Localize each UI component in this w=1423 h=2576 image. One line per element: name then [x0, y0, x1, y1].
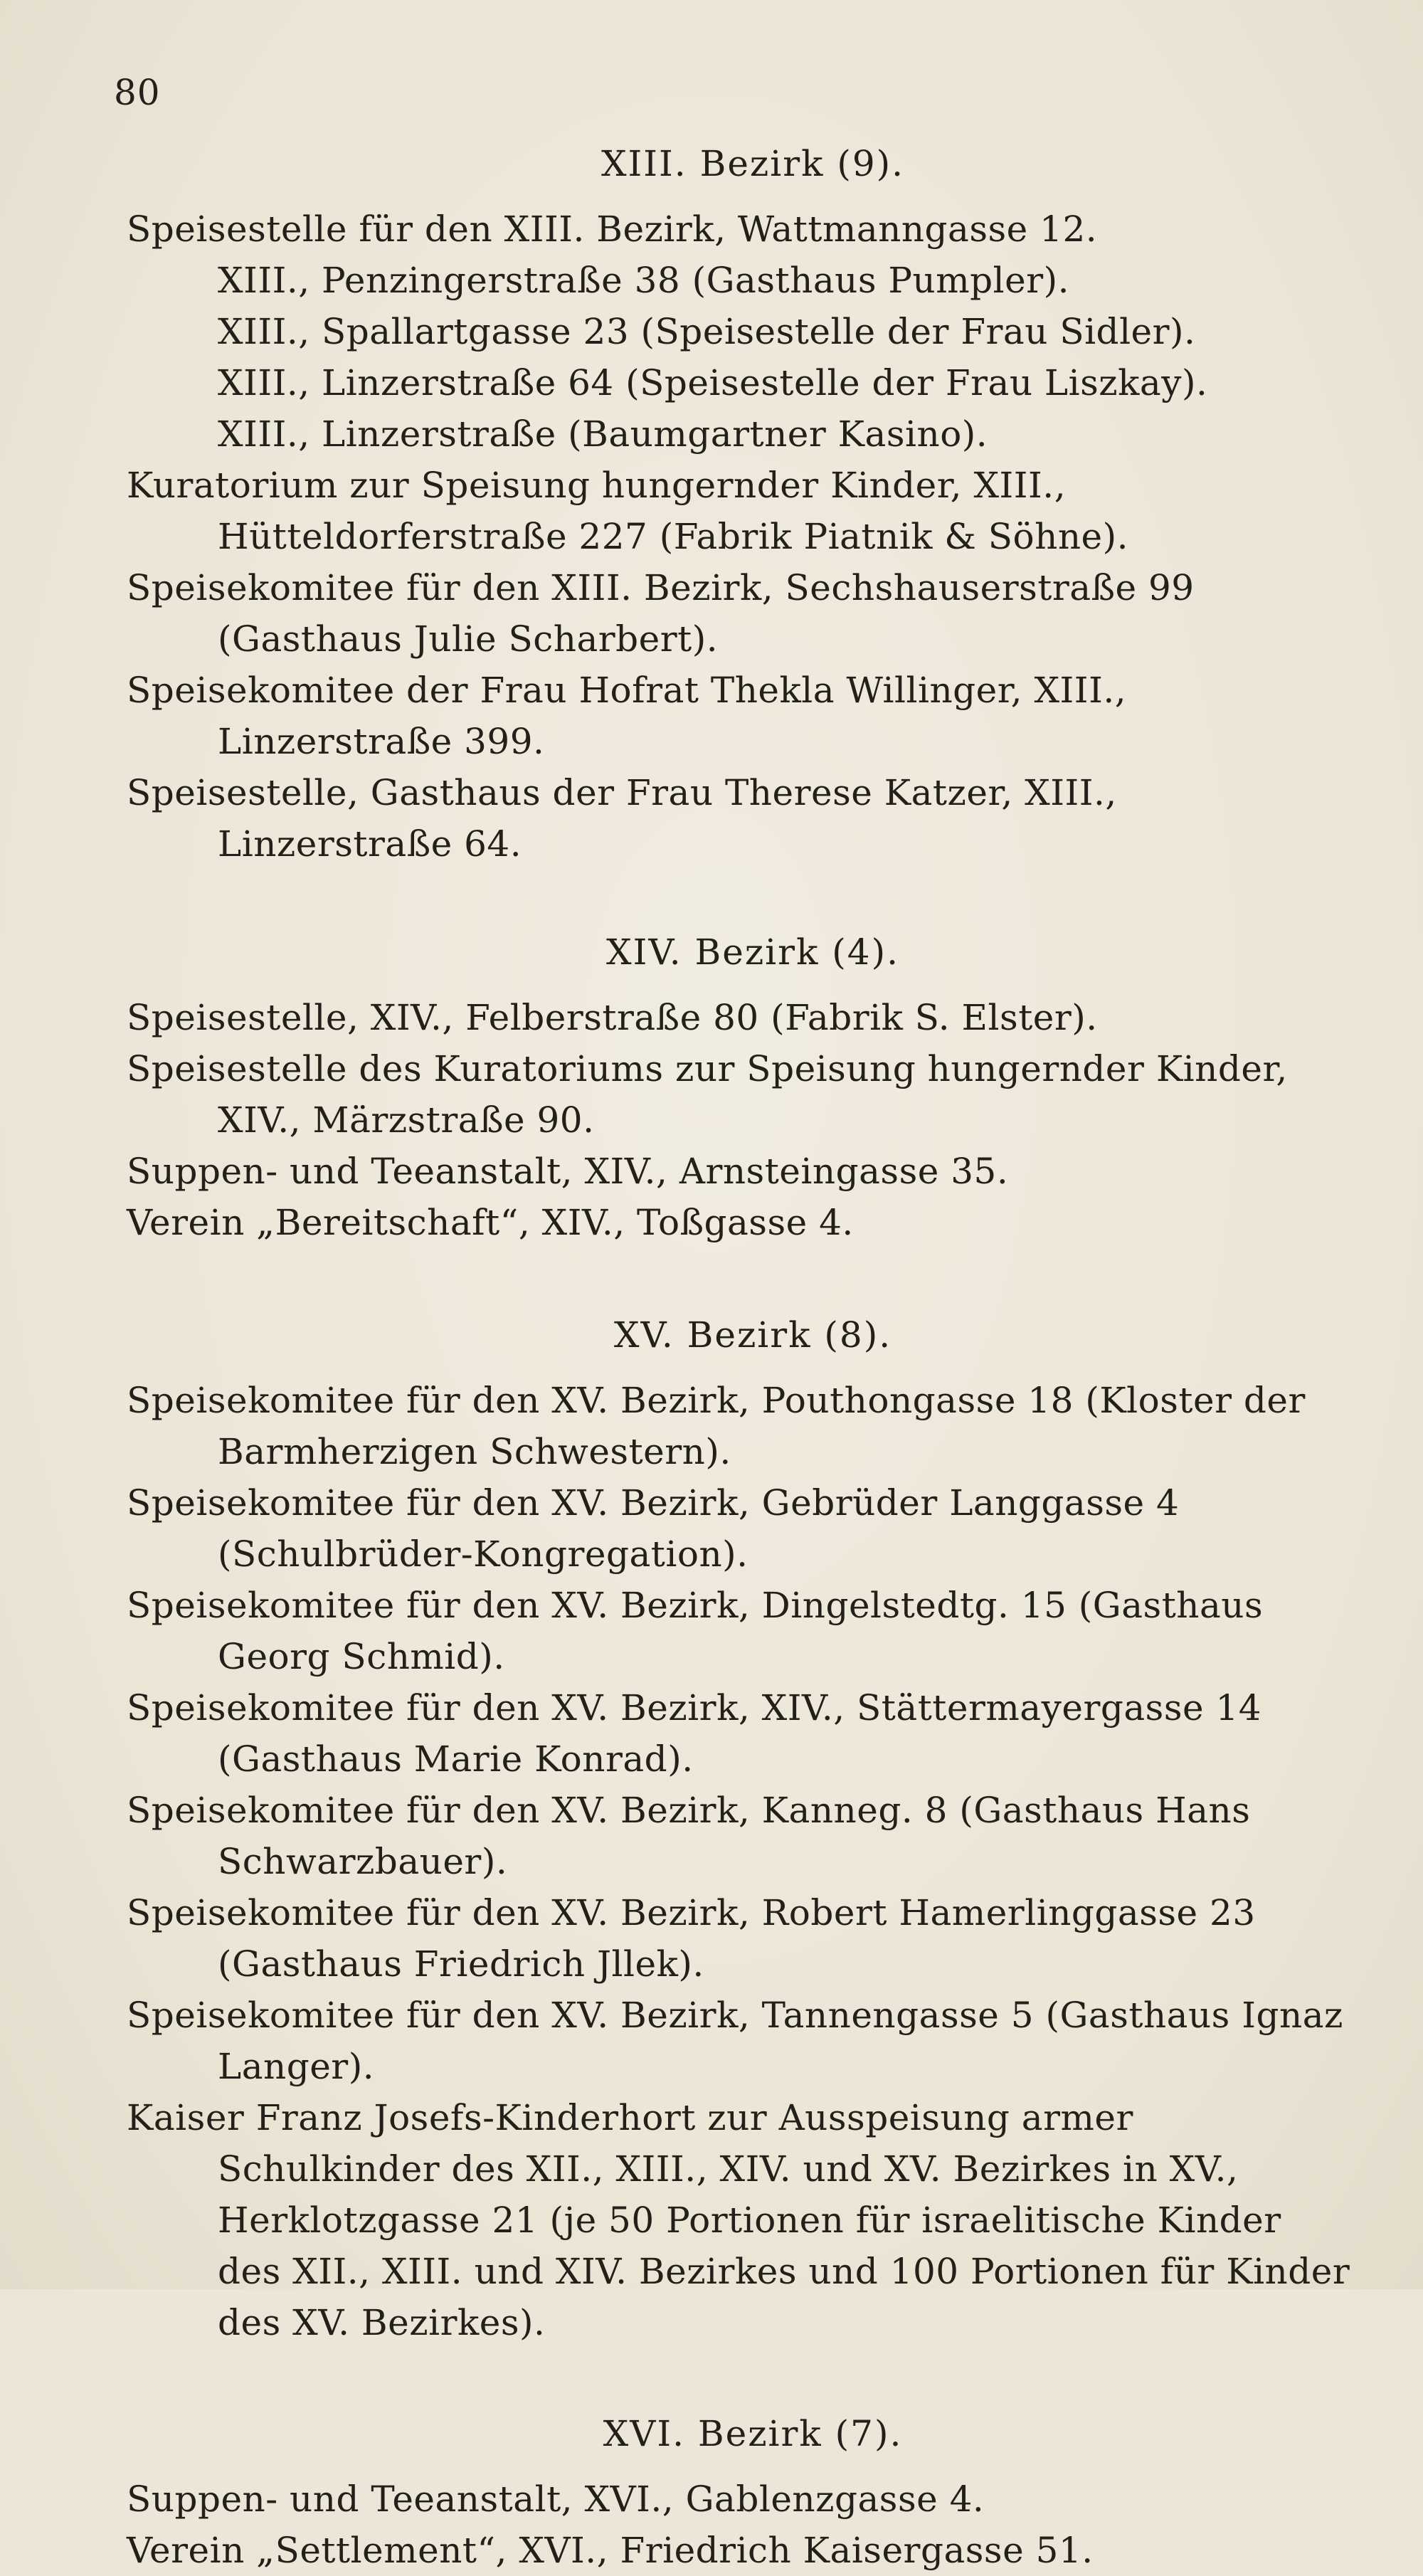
list-entry: Kaiser Franz Josefs-Kinderhort zur Ausspeisung armer Schulkinder des XII., XIII., XIV. und XV. Bezirkes in XV., Herklotzgasse 21 (je 50 Portionen für israelitische Kinder des XII., XIII. und XIV. Bezirkes und 100 Portionen für Kinder des XV. Bezirkes). [127, 2097, 1350, 2343]
list-entry: Speisekomitee für den XV. Bezirk, Tannengasse 5 (Gasthaus Ignaz Langer). [127, 1995, 1343, 2087]
list-entry: Speisekomitee für den XV. Bezirk, Robert Hamerlinggasse 23 (Gasthaus Friedrich Jllek). [127, 1892, 1256, 1985]
section-bezirk-xiii [127, 142, 1350, 870]
list-entry: Speisekomitee für den XV. Bezirk, Kanneg. 8 (Gasthaus Hans Schwarzbauer). [127, 1790, 1251, 1882]
list-entry: Speisestelle, Gasthaus der Frau Therese Katzer, XIII., Linzerstraße 64. [127, 772, 1117, 865]
list-entry: Suppen- und Teeanstalt, XVI., Gablenzgasse 4. [127, 2479, 985, 2520]
list-entry: Speisekomitee der Frau Hofrat Thekla Willinger, XIII., Linzerstraße 399. [127, 670, 1127, 762]
list-entry: Speisekomitee für den XIII. Bezirk, Sechshauserstraße 99 (Gasthaus Julie Scharbert). [127, 567, 1195, 660]
list-entry: Speisekomitee für den XV. Bezirk, Dingelstedtg. 15 (Gasthaus Georg Schmid). [127, 1585, 1264, 1677]
list-entry: Speisekomitee für den XV. Bezirk, Pouthongasse 18 (Kloster der Barmherzigen Schwestern). [127, 1380, 1306, 1472]
page-body [127, 142, 1350, 2576]
entry-list [127, 204, 1350, 870]
section-spacer [127, 1248, 1350, 1314]
list-entry: Speisestelle für den XIII. Bezirk, Wattmanngasse 12. XIII., Penzingerstraße 38 (Gasthaus Pumpler). XIII., Spallartgasse 23 (Speisestelle der Frau Sidler). XIII., Linzerstraße 64 (Speisestelle der Frau Liszkay). XIII., Linzerstraße (Baumgartner Kasino). [127, 208, 1208, 455]
section-spacer [127, 2348, 1350, 2412]
entry-list [127, 1375, 1350, 2348]
section-bezirk-xvi [127, 2412, 1350, 2576]
section-spacer [127, 870, 1350, 931]
list-entry: Speisestelle, XIV., Felberstraße 80 (Fabrik S. Elster). [127, 997, 1098, 1038]
page-number: 80 [114, 72, 161, 113]
list-entry: Suppen- und Teeanstalt, XIV., Arnsteingasse 35. [127, 1151, 1009, 1192]
section-bezirk-xiv [127, 931, 1350, 1248]
section-heading: XVI. Bezirk (7). [603, 2413, 903, 2454]
section-heading: XIII. Bezirk (9). [601, 143, 905, 184]
list-entry: Speisestelle des Kuratoriums zur Speisung hungernder Kinder, XIV., Märzstraße 90. [127, 1048, 1288, 1141]
list-entry: Verein „Bereitschaft“, XIV., Toßgasse 4. [127, 1202, 854, 1243]
list-entry: Speisekomitee für den XV. Bezirk, XIV., Stättermayergasse 14 (Gasthaus Marie Konrad). [127, 1687, 1262, 1780]
section-heading: XV. Bezirk (8). [613, 1314, 892, 1356]
list-entry: Speisekomitee für den XV. Bezirk, Gebrüder Langgasse 4 (Schulbrüder-Kongregation). [127, 1482, 1180, 1575]
list-entry: Verein „Settlement“, XVI., Friedrich Kaisergasse 51. [127, 2530, 1094, 2571]
entry-list [127, 2474, 1350, 2576]
section-bezirk-xv [127, 1314, 1350, 2348]
list-entry: Kuratorium zur Speisung hungernder Kinder, XIII., Hütteldorferstraße 227 (Fabrik Piatnik & Söhne). [127, 465, 1129, 557]
section-heading: XIV. Bezirk (4). [606, 931, 899, 973]
entry-list [127, 992, 1350, 1248]
